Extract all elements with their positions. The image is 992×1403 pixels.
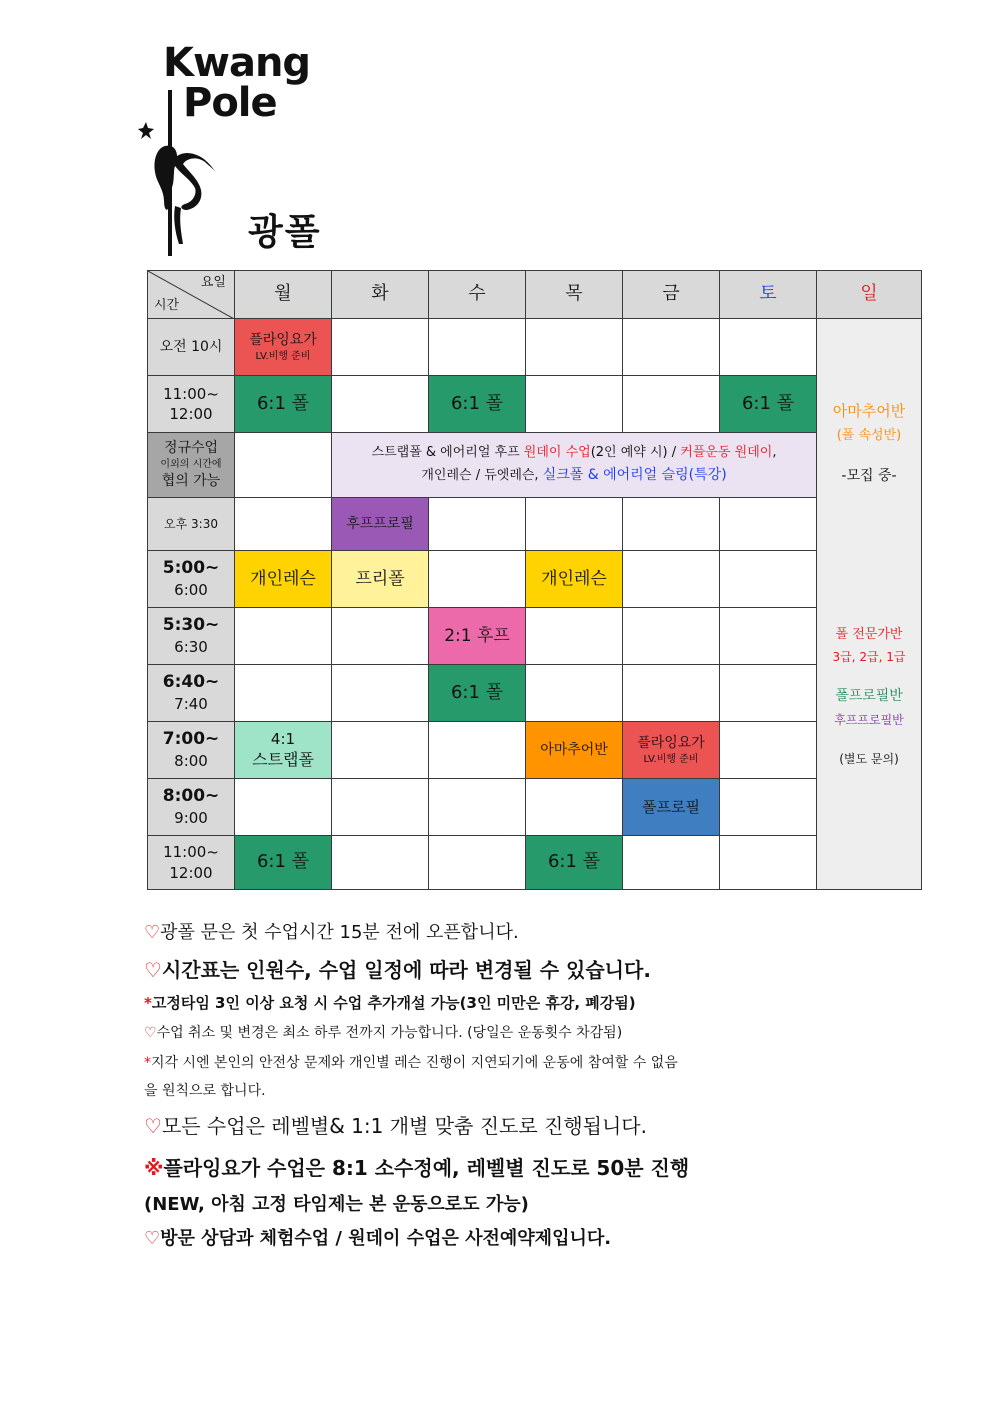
class-cell: 폴프로필 xyxy=(622,778,720,836)
class-cell xyxy=(234,318,332,376)
heart-icon: ♡ xyxy=(144,1025,157,1041)
class-cell: 6:1 폴 xyxy=(719,375,817,433)
notice-text: 방문 상담과 체험수업 / 원데이 수업은 사전예약제입니다. xyxy=(160,1228,612,1249)
notice-text: 시간표는 인원수, 수업 일정에 따라 변경될 수 있습니다. xyxy=(161,958,651,982)
class-cell: 2:1 후프 xyxy=(428,607,526,665)
time-end: 12:00 xyxy=(169,405,213,423)
empty-cell xyxy=(719,607,817,665)
day-header-sat: 토 xyxy=(719,270,817,319)
day-header-tue: 화 xyxy=(331,270,429,319)
time-slot-800 xyxy=(147,778,235,836)
notice-item xyxy=(144,1224,611,1250)
class-cell: 아마추어반 xyxy=(525,721,623,779)
empty-cell xyxy=(622,550,720,608)
empty-cell xyxy=(331,375,429,433)
sunday-amateur-title: 아마추어반 xyxy=(832,402,906,420)
sunday-expert-title: 폴 전문가반 xyxy=(835,626,903,642)
special-text: 스트랩폴 & 에어리얼 후프 xyxy=(371,445,524,461)
empty-cell xyxy=(719,664,817,722)
time-label: 정규수업 xyxy=(163,440,219,457)
special-text: , xyxy=(772,445,777,461)
special-highlight-couple: 커플운동 원데이 xyxy=(680,445,773,461)
class-cell: 6:1 폴 xyxy=(428,664,526,722)
timetable-corner-header xyxy=(147,270,235,319)
asterisk-icon: * xyxy=(144,994,152,1012)
empty-cell xyxy=(719,550,817,608)
notice-text: 고정타임 3인 이상 요청 시 수업 추가개설 가능(3인 미만은 휴강, 폐강됨) xyxy=(151,994,636,1012)
empty-cell xyxy=(234,664,332,722)
special-text: (2인 예약 시) / xyxy=(590,445,681,461)
empty-cell xyxy=(234,607,332,665)
special-highlight-silk: 실크폴 & 에어리얼 슬링(특강) xyxy=(542,467,727,484)
time-slot-by-arrangement xyxy=(147,432,235,498)
empty-cell xyxy=(622,607,720,665)
empty-cell xyxy=(234,497,332,551)
class-cell: 개인레슨 xyxy=(234,550,332,608)
empty-cell xyxy=(622,835,720,890)
time-start: 7:00~ xyxy=(162,729,220,750)
time-slot-1000 xyxy=(147,318,235,376)
notice-item xyxy=(144,954,651,983)
class-name: 플라잉요가 xyxy=(637,734,705,751)
empty-cell xyxy=(331,664,429,722)
notice-item xyxy=(144,1110,647,1139)
time-label-sub: 협의 가능 xyxy=(161,472,221,489)
empty-cell xyxy=(719,835,817,890)
class-cell: 6:1 폴 xyxy=(428,375,526,433)
notice-item xyxy=(144,918,519,944)
empty-cell xyxy=(428,778,526,836)
notice-text: 을 원칙으로 합니다. xyxy=(144,1083,266,1099)
time-start: 8:00~ xyxy=(162,786,220,807)
notice-item xyxy=(144,1080,266,1100)
empty-cell xyxy=(428,721,526,779)
time-slot-640 xyxy=(147,664,235,722)
time-start: 5:30~ xyxy=(162,615,220,636)
sunday-inquiry: (별도 문의) xyxy=(839,751,899,766)
notice-item xyxy=(144,1022,622,1042)
time-end: 6:30 xyxy=(174,638,208,657)
notice-text: 지각 시엔 본인의 안전상 문제와 개인별 레슨 진행이 지연되기에 운동에 참여할 수 없음 xyxy=(151,1055,678,1071)
time-end: 9:00 xyxy=(174,809,208,828)
notice-item xyxy=(144,992,636,1013)
time-slot-1100-am xyxy=(147,375,235,433)
empty-cell xyxy=(622,497,720,551)
empty-cell xyxy=(525,664,623,722)
empty-cell xyxy=(234,778,332,836)
class-cell: 개인레슨 xyxy=(525,550,623,608)
heart-icon: ♡ xyxy=(144,1228,161,1249)
empty-cell xyxy=(428,497,526,551)
empty-cell xyxy=(719,721,817,779)
notice-text: (NEW, 아침 고정 타임제는 본 운동으로도 가능) xyxy=(144,1194,529,1215)
empty-cell xyxy=(622,664,720,722)
special-classes-notice xyxy=(331,432,817,498)
empty-cell xyxy=(719,497,817,551)
notice-text: 플라잉요가 수업은 8:1 소수정예, 레벨별 진도로 50분 진행 xyxy=(163,1156,690,1180)
special-text: 개인레슨 / 듀엣레슨, xyxy=(421,468,543,484)
class-cell: 6:1 폴 xyxy=(525,835,623,890)
special-line-2 xyxy=(421,464,726,488)
empty-cell xyxy=(622,318,720,376)
sunday-expert-levels: 3급, 2급, 1급 xyxy=(832,650,906,665)
empty-cell xyxy=(525,778,623,836)
sunday-info-column xyxy=(816,318,922,890)
notice-item xyxy=(144,1190,529,1216)
sunday-profile-title: 폴프로필반 xyxy=(835,688,903,705)
time-start: 6:40~ xyxy=(162,672,220,693)
time-slot-500 xyxy=(147,550,235,608)
notice-item xyxy=(144,1152,689,1181)
page-title: 광폴 xyxy=(248,212,322,253)
empty-cell xyxy=(234,432,332,498)
notice-text: 모든 수업은 레벨별& 1:1 개별 맞춤 진도로 진행됩니다. xyxy=(161,1114,647,1138)
empty-cell xyxy=(525,375,623,433)
day-header-fri: 금 xyxy=(622,270,720,319)
empty-cell xyxy=(525,318,623,376)
time-slot-330 xyxy=(147,497,235,551)
time-start: 11:00~ xyxy=(163,843,219,862)
sunday-amateur-sub: (폴 속성반) xyxy=(836,428,902,444)
sunday-hoop-profile: 후프프로필반 xyxy=(834,713,904,728)
class-name: 스트랩폴 xyxy=(252,750,314,770)
time-slot-700 xyxy=(147,721,235,779)
class-timetable xyxy=(147,270,922,890)
empty-cell xyxy=(428,318,526,376)
day-header-thu: 목 xyxy=(525,270,623,319)
notice-text: 광폴 문은 첫 수업시간 15분 전에 오픈합니다. xyxy=(160,922,519,943)
class-cell: 6:1 폴 xyxy=(234,835,332,890)
heart-icon: ♡ xyxy=(144,958,162,982)
day-header-wed: 수 xyxy=(428,270,526,319)
empty-cell xyxy=(428,835,526,890)
notice-text: 수업 취소 및 변경은 최소 하루 전까지 가능합니다. (당일은 운동횟수 차감됨) xyxy=(156,1025,623,1041)
empty-cell xyxy=(331,835,429,890)
reference-mark-icon: ※ xyxy=(144,1156,164,1180)
asterisk-icon: * xyxy=(144,1055,151,1071)
time-label-note: 이외의 시간에 xyxy=(160,459,222,471)
empty-cell xyxy=(331,778,429,836)
corner-label-day: 요일 xyxy=(200,275,226,290)
class-cell xyxy=(622,721,720,779)
notice-item xyxy=(144,1052,678,1072)
empty-cell xyxy=(331,607,429,665)
empty-cell xyxy=(525,497,623,551)
heart-icon: ♡ xyxy=(144,1114,162,1138)
logo-word-kwang: Kwang xyxy=(163,40,311,86)
empty-cell xyxy=(331,721,429,779)
time-end: 7:40 xyxy=(174,695,208,714)
class-cell: 6:1 폴 xyxy=(234,375,332,433)
day-header-sun: 일 xyxy=(816,270,922,319)
day-header-mon: 월 xyxy=(234,270,332,319)
empty-cell xyxy=(622,375,720,433)
time-label: 오전 10시 xyxy=(159,338,223,355)
time-start: 11:00~ xyxy=(163,384,219,403)
time-end: 6:00 xyxy=(174,581,208,600)
class-cell: 프리폴 xyxy=(331,550,429,608)
empty-cell xyxy=(331,318,429,376)
time-label: 오후 3:30 xyxy=(164,516,218,531)
class-level: LV.비행 준비 xyxy=(255,350,311,362)
time-start: 5:00~ xyxy=(162,558,220,579)
pole-dancer-silhouette-icon xyxy=(135,76,235,256)
sunday-recruiting: -모집 중- xyxy=(841,467,897,484)
special-highlight-oneday: 원데이 수업 xyxy=(523,445,591,461)
empty-cell xyxy=(428,550,526,608)
empty-cell xyxy=(719,778,817,836)
class-level: LV.비행 준비 xyxy=(643,753,699,765)
class-name: 플라잉요가 xyxy=(249,331,317,348)
class-ratio: 4:1 xyxy=(270,730,296,749)
time-slot-530 xyxy=(147,607,235,665)
corner-label-time: 시간 xyxy=(154,298,180,314)
time-end: 8:00 xyxy=(174,752,208,771)
time-end: 12:00 xyxy=(169,863,213,882)
class-cell: 후프프로필 xyxy=(331,497,429,551)
empty-cell xyxy=(719,318,817,376)
empty-cell xyxy=(525,607,623,665)
special-line-1 xyxy=(372,442,777,464)
heart-icon: ♡ xyxy=(144,922,161,943)
class-cell xyxy=(234,721,332,779)
logo-word-pole: Pole xyxy=(183,80,277,126)
time-slot-1100-pm xyxy=(147,835,235,890)
